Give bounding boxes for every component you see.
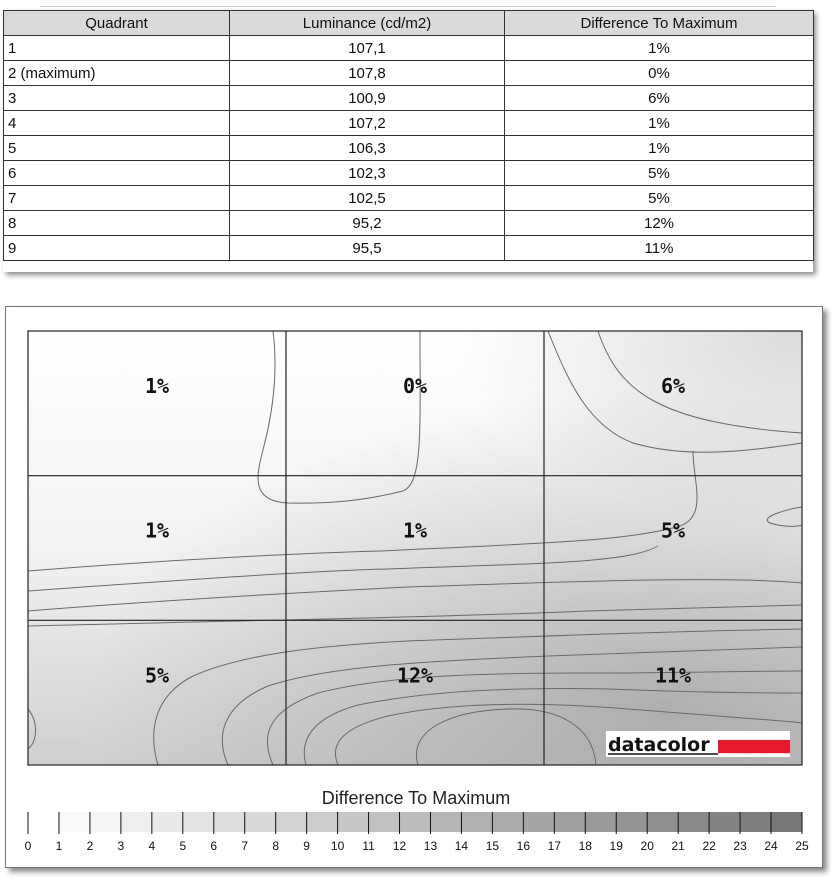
cell-quadrant: 2 (maximum) xyxy=(4,61,230,86)
cell-quadrant: 9 xyxy=(4,236,230,261)
legend-swatch xyxy=(90,812,121,832)
legend-tick-label: 8 xyxy=(272,839,280,853)
cell-quadrant: 4 xyxy=(4,111,230,136)
cell-luminance: 100,9 xyxy=(230,86,505,111)
legend-tick-label: 4 xyxy=(148,839,156,853)
cell-difference: 5% xyxy=(505,186,814,211)
cell-quadrant: 3 xyxy=(4,86,230,111)
legend-tick-label: 3 xyxy=(117,839,125,853)
cell-luminance: 102,3 xyxy=(230,161,505,186)
cell-quadrant: 7 xyxy=(4,186,230,211)
legend-title: Difference To Maximum xyxy=(321,788,511,808)
legend-tick-label: 2 xyxy=(86,839,94,853)
legend-swatch xyxy=(647,812,678,832)
legend-tick-label: 1 xyxy=(55,839,63,853)
cell-difference: 11% xyxy=(505,236,814,261)
cell-difference: 6% xyxy=(505,86,814,111)
luminance-table-card xyxy=(3,10,813,272)
legend-swatch xyxy=(183,812,214,832)
legend-swatch xyxy=(554,812,585,832)
legend-swatch xyxy=(740,812,771,832)
cell-difference: 0% xyxy=(505,61,814,86)
legend-swatch xyxy=(369,812,400,832)
cell-label: 5% xyxy=(144,663,170,688)
legend-tick-label: 0 xyxy=(24,839,32,853)
legend-swatch xyxy=(430,812,461,832)
cell-luminance: 107,1 xyxy=(230,36,505,61)
cell-label: 11% xyxy=(654,663,692,688)
legend-tick-label: 20 xyxy=(640,839,654,853)
cell-difference: 1% xyxy=(505,111,814,136)
legend-tick-label: 10 xyxy=(330,839,345,853)
cell-luminance: 95,2 xyxy=(230,211,505,236)
legend-swatch xyxy=(245,812,276,832)
legend-tick-label: 18 xyxy=(578,839,592,853)
legend-tick-label: 7 xyxy=(241,839,249,853)
cell-label: 0% xyxy=(402,374,428,398)
legend-swatch xyxy=(616,812,647,832)
legend-swatch xyxy=(59,812,90,832)
table-row xyxy=(4,236,814,261)
table-row xyxy=(4,136,814,161)
cell-luminance: 107,8 xyxy=(230,61,505,86)
legend-tick-label: 13 xyxy=(423,839,438,853)
cell-difference: 1% xyxy=(505,36,814,61)
table-row xyxy=(4,36,814,61)
legend-tick-label: 19 xyxy=(609,839,623,853)
table-row xyxy=(4,211,814,236)
cell-label: 6% xyxy=(660,374,686,398)
cell-label: 1% xyxy=(402,518,428,543)
table-row xyxy=(4,111,814,136)
legend-tick-label: 5 xyxy=(179,839,187,853)
top-divider xyxy=(40,6,776,7)
column-header-luminance: Luminance (cd/m2) xyxy=(230,11,505,36)
cell-label: 12% xyxy=(396,663,434,688)
column-header-difference: Difference To Maximum xyxy=(505,11,814,36)
table-row xyxy=(4,61,814,86)
logo-text: datacolor xyxy=(608,734,710,756)
legend-swatch xyxy=(492,812,523,832)
cell-label: 1% xyxy=(144,518,170,543)
table-header-row xyxy=(4,11,814,36)
table-row xyxy=(4,186,814,211)
legend-tick-label: 11 xyxy=(362,839,375,853)
cell-quadrant: 6 xyxy=(4,161,230,186)
column-header-quadrant: Quadrant xyxy=(4,11,230,36)
cell-quadrant: 1 xyxy=(4,36,230,61)
cell-label: 1% xyxy=(144,374,170,398)
legend-swatch xyxy=(771,812,802,832)
legend-tick-label: 17 xyxy=(547,839,561,853)
cell-luminance: 107,2 xyxy=(230,111,505,136)
legend-swatch xyxy=(585,812,616,832)
legend-swatch xyxy=(678,812,709,832)
legend-tick-label: 15 xyxy=(485,839,500,853)
cell-quadrant: 5 xyxy=(4,136,230,161)
datacolor-logo xyxy=(606,731,790,757)
cell-luminance: 95,5 xyxy=(230,236,505,261)
legend-tick-label: 22 xyxy=(702,839,716,853)
legend-tick-label: 6 xyxy=(210,839,218,853)
legend-swatch xyxy=(400,812,431,832)
legend-tick-label: 14 xyxy=(454,839,469,853)
legend-tick-label: 9 xyxy=(303,839,310,853)
legend-swatch xyxy=(28,812,59,832)
legend-swatch xyxy=(523,812,554,832)
legend-swatch xyxy=(152,812,183,832)
uniformity-chart-panel xyxy=(5,306,823,868)
legend-swatch xyxy=(461,812,492,832)
luminance-table xyxy=(3,10,814,261)
logo-bar xyxy=(718,740,790,753)
legend-tick-label: 21 xyxy=(671,839,685,853)
legend-tick-label: 24 xyxy=(764,839,778,853)
legend-swatch xyxy=(214,812,245,832)
cell-difference: 1% xyxy=(505,136,814,161)
legend-swatch xyxy=(307,812,338,832)
table-row xyxy=(4,161,814,186)
table-row xyxy=(4,86,814,111)
legend-swatch xyxy=(338,812,369,832)
legend-tick-label: 23 xyxy=(733,839,747,853)
legend-swatch xyxy=(276,812,307,832)
cell-luminance: 106,3 xyxy=(230,136,505,161)
legend-swatch xyxy=(121,812,152,832)
uniformity-chart xyxy=(6,307,822,867)
cell-difference: 12% xyxy=(505,211,814,236)
cell-difference: 5% xyxy=(505,161,814,186)
cell-label: 5% xyxy=(660,518,686,543)
cell-quadrant: 8 xyxy=(4,211,230,236)
legend-tick-label: 16 xyxy=(516,839,531,853)
cell-luminance: 102,5 xyxy=(230,186,505,211)
legend-tick-label: 12 xyxy=(392,839,407,853)
legend-swatch xyxy=(709,812,740,832)
legend-tick-label: 25 xyxy=(795,839,809,853)
